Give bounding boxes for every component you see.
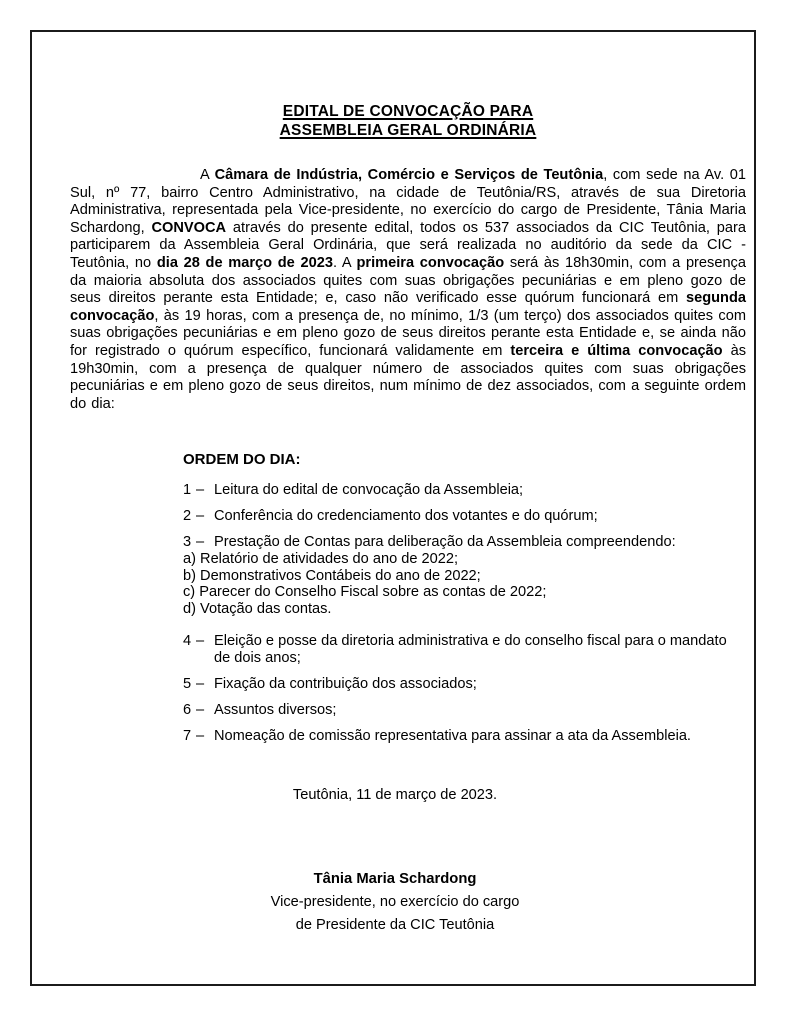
document-title-line2: ASSEMBLEIA GERAL ORDINÁRIA <box>279 122 537 139</box>
agenda-item-text: Eleição e posse da diretoria administrativa e do conselho fiscal para o mandato de dois anos; <box>214 632 727 667</box>
agenda-item-number: 7 <box>183 728 192 745</box>
agenda-item <box>183 633 743 668</box>
agenda-item <box>183 728 743 746</box>
agenda-item <box>183 676 743 694</box>
agenda-item-number: 4 <box>183 632 192 649</box>
paragraph-text-segment: , com sede na Av. 01 Sul, nº 77, bairro Centro Administrativo, na cidade de Teutônia/RS, através de sua Diretoria Administrativa, representada pela Vice-presidente, no exercício do cargo de Presidente, Tânia Maria Schardong, <box>70 167 747 236</box>
agenda-item-dash: – <box>196 632 205 649</box>
agenda-item <box>183 482 743 500</box>
agenda-sub-item: b) Demonstrativos Contábeis do ano de 2022; <box>183 567 481 584</box>
agenda-group <box>183 534 743 617</box>
agenda-item-dash: – <box>196 676 205 693</box>
agenda-item-dash: – <box>196 533 205 550</box>
body-paragraph <box>70 167 746 413</box>
agenda-item-text: Assuntos diversos; <box>214 702 337 719</box>
signature-block <box>30 867 760 937</box>
agenda-sub-item: a) Relatório de atividades do ano de 2022; <box>183 551 459 568</box>
agenda-item-number: 2 <box>183 507 192 524</box>
closing-block <box>30 787 760 937</box>
paragraph-bold-segment: segunda convocação <box>70 290 746 324</box>
agenda-entry <box>183 728 743 746</box>
agenda-item-dash: – <box>196 481 205 498</box>
agenda-item-text: Conferência do credenciamento dos votantes e do quórum; <box>214 507 598 524</box>
date-line: Teutônia, 11 de março de 2023. <box>292 786 498 803</box>
agenda-entry <box>183 482 743 500</box>
paragraph-bold-segment: terceira e última convocação <box>510 342 723 359</box>
agenda-item-text: Prestação de Contas para deliberação da Assembleia compreendendo: <box>214 533 676 550</box>
agenda-item-text: Nomeação de comissão representativa para assinar a ata da Assembleia. <box>214 728 691 745</box>
agenda-entry <box>183 676 743 694</box>
agenda-item-dash: – <box>196 507 205 524</box>
signatory-role-line1: Vice-presidente, no exercício do cargo <box>270 893 520 910</box>
signatory-role-line2: de Presidente da CIC Teutônia <box>295 916 495 933</box>
agenda-item-text: Leitura do edital de convocação da Assembleia; <box>214 481 524 498</box>
document-content <box>70 0 746 937</box>
paragraph-bold-segment: dia 28 de março de 2023 <box>156 254 333 271</box>
agenda-entry <box>183 508 743 526</box>
agenda-item-dash: – <box>196 728 205 745</box>
paragraph-bold-segment: primeira convocação <box>356 254 505 271</box>
document-title <box>70 102 746 140</box>
agenda-item <box>183 702 743 720</box>
agenda-heading: ORDEM DO DIA: <box>183 451 301 469</box>
agenda-item <box>183 534 743 552</box>
paragraph-text-segment: será às 18h30min, com a presença da maioria absoluta dos associados quites com suas obrigações pecuniárias e em pleno gozo de seus direitos perante esta Entidade; e, caso não verificado esse quórum funcionará em <box>70 254 746 307</box>
agenda-item-number: 5 <box>183 676 192 693</box>
agenda-entry <box>183 633 743 668</box>
agenda-item-text: Fixação da contribuição dos associados; <box>214 676 477 693</box>
paragraph-bold-segment: Câmara de Indústria, Comércio e Serviços de Teutônia <box>214 167 604 183</box>
paragraph-text-segment: através do presente edital, todos os 537 associados da CIC Teutônia, para participarem da Assembleia Geral Ordinária, que será realizada no auditório da sede da CIC - Teutônia, no <box>70 219 746 271</box>
agenda-item-number: 1 <box>183 481 192 498</box>
paragraph-text-segment: , às 19 horas, com a presença de, no mínimo, 1/3 (um terço) dos associados quites com suas obrigações pecuniárias e em pleno gozo de seus direitos perante esta Entidade e, se ainda não for registrado o quórum específico, funcionará validamente em <box>70 307 746 359</box>
agenda-sub-item: d) Votação das contas. <box>183 600 332 617</box>
paragraph-text-segment: A <box>200 167 215 183</box>
paragraph-text-segment: às 19h30min, com a presença de qualquer número de associados quites com suas obrigações pecuniárias e em pleno gozo de seus direitos, num mínimo de dez associados, com a seguinte ordem do dia: <box>70 342 747 412</box>
signatory-name: Tânia Maria Schardong <box>313 870 477 887</box>
document-title-line1: EDITAL DE CONVOCAÇÃO PARA <box>282 103 534 120</box>
paragraph-bold-segment: CONVOCA <box>151 219 227 236</box>
agenda-section <box>183 451 743 746</box>
agenda-item-number: 6 <box>183 702 192 719</box>
agenda-entry <box>183 702 743 720</box>
paragraph-text-segment: . A <box>332 254 357 271</box>
agenda-sub-item: c) Parecer do Conselho Fiscal sobre as contas de 2022; <box>183 584 547 601</box>
agenda-item-dash: – <box>196 702 205 719</box>
agenda-item <box>183 508 743 526</box>
agenda-item-number: 3 <box>183 533 192 550</box>
agenda-list <box>183 482 743 746</box>
